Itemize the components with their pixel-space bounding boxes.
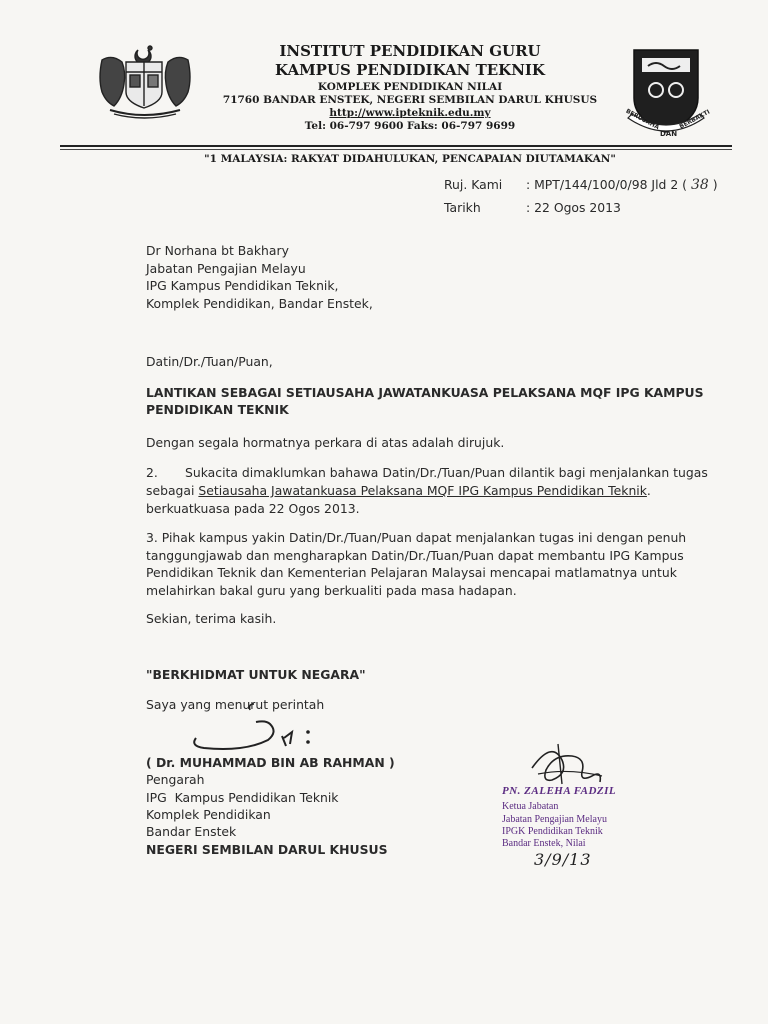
head-of-department-signature — [518, 738, 628, 790]
date-value: : 22 Ogos 2013 — [526, 200, 621, 215]
handwritten-date: 3/9/13 — [534, 850, 592, 869]
stamp-line: Ketua Jabatan — [502, 801, 559, 812]
paragraph-2-number: 2. — [146, 465, 158, 480]
paragraph-3-line: tanggungjawab dan mengharapkan Datin/Dr./Tuan/Puan dapat membantu IPG Kampus — [146, 547, 684, 563]
contact-numbers: Tel: 06-797 9600 Faks: 06-797 9699 — [304, 120, 516, 132]
subject-line-1: LANTIKAN SEBAGAI SETIAUSAHA JAWATANKUASA PELAKSANA MQF IPG KAMPUS — [146, 385, 704, 400]
signatory-name: ( Dr. MUHAMMAD BIN AB RAHMAN ) — [146, 755, 395, 770]
recipient-line: Jabatan Pengajian Melayu — [146, 260, 306, 276]
stamp-line: IPGK Pendidikan Teknik — [502, 826, 603, 837]
paragraph-3-line: Pendidikan Teknik dan Kementerian Pelajaran Malaysai mencapai matlamatnya untuk — [146, 565, 677, 580]
recipient-address — [146, 242, 373, 312]
paragraph-3-line: 3. Pihak kampus yakin Datin/Dr./Tuan/Puan dapat menjalankan tugas ini dengan penuh — [146, 530, 687, 545]
signatory-title: Pengarah — [146, 772, 205, 787]
signatory-state: NEGERI SEMBILAN DARUL KHUSUS — [146, 842, 388, 857]
crest-motto-mid: DAN — [660, 130, 678, 138]
reference-value: : MPT/144/100/0/98 Jld 2 ( — [526, 177, 687, 192]
stamp-name: PN. ZALEHA FADZIL — [502, 785, 617, 797]
subject-line-2: PENDIDIKAN TEKNIK — [146, 402, 289, 417]
website-link[interactable]: http://www.ipteknik.edu.my — [329, 107, 491, 119]
stamp-line: Bandar Enstek, Nilai — [502, 838, 586, 849]
campus-name: KAMPUS PENDIDIKAN TEKNIK — [275, 61, 545, 79]
header-rule-thick — [60, 145, 732, 147]
institute-name: INSTITUT PENDIDIKAN GURU — [279, 42, 541, 60]
paragraph-1: Dengan segala hormatnya perkara di atas adalah dirujuk. — [146, 435, 505, 450]
reference-number — [526, 176, 718, 195]
signatory-complex: Komplek Pendidikan — [146, 807, 271, 822]
signatory-town: Bandar Enstek — [146, 824, 237, 839]
paragraph-2-line-2-pre: sebagai — [146, 483, 199, 498]
paragraph-2-line-2-post: . — [646, 483, 651, 498]
crest-motto-right: BERBAKTI — [678, 108, 712, 131]
date-label: Tarikh — [444, 200, 481, 215]
salutation: Datin/Dr./Tuan/Puan, — [146, 354, 273, 369]
stamp-line: Jabatan Pengajian Melayu — [502, 814, 607, 825]
reference-handwritten: 38 — [690, 177, 709, 193]
ipg-crest-logo — [620, 44, 712, 144]
recipient-line: Dr Norhana bt Bakhary — [146, 243, 289, 258]
director-signature — [186, 700, 326, 760]
reference-close: ) — [712, 177, 718, 192]
reference-label: Ruj. Kami — [444, 177, 503, 192]
complex-name: KOMPLEK PENDIDIKAN NILAI — [317, 81, 503, 93]
motto: "BERKHIDMAT UNTUK NEGARA" — [146, 667, 366, 682]
postal-address: 71760 BANDAR ENSTEK, NEGERI SEMBILAN DARUL KHUSUS — [222, 94, 598, 106]
national-slogan: "1 MALAYSIA: RAKYAT DIDAHULUKAN, PENCAPAIAN DIUTAMAKAN" — [204, 153, 616, 165]
paragraph-2-line-3: berkuatkuasa pada 22 Ogos 2013. — [146, 501, 360, 516]
recipient-line: Komplek Pendidikan, Bandar Enstek, — [146, 295, 373, 311]
signatory-org: IPG Kampus Pendidikan Teknik — [146, 790, 339, 805]
paragraph-2-line-2 — [146, 482, 651, 500]
appointment-title: Setiausaha Jawatankuasa Pelaksana MQF IPG Kampus Pendidikan Teknik — [198, 483, 647, 498]
recipient-line: IPG Kampus Pendidikan Teknik, — [146, 278, 339, 293]
header-rule-thin — [60, 149, 732, 150]
paragraph-2-line-1: Sukacita dimaklumkan bahawa Datin/Dr./Tuan/Puan dilantik bagi menjalankan tugas — [185, 465, 708, 480]
closing-remark: Sekian, terima kasih. — [146, 611, 277, 626]
crest-motto-left: BERUSAHA — [624, 107, 661, 132]
signoff: Saya yang menurut perintah — [146, 697, 325, 712]
paragraph-3-line: melahirkan bakal guru yang berkualiti pada masa hadapan. — [146, 582, 517, 598]
malaysia-coat-of-arms-logo — [92, 40, 198, 122]
paragraph-3 — [146, 529, 686, 599]
